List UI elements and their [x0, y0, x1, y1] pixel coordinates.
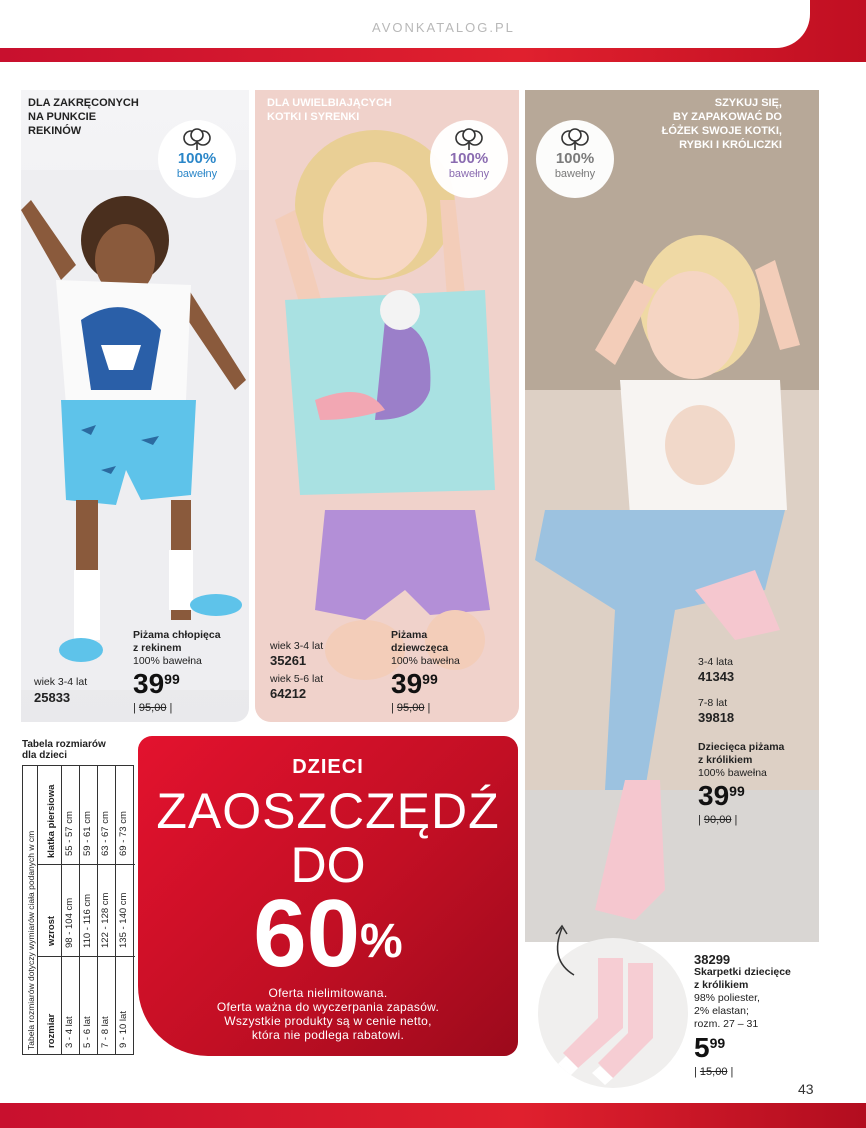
bunny-age: 3-4 lata	[698, 656, 734, 668]
promo-fine-print-line: Oferta ważna do wyczerpania zapasów.	[216, 1000, 440, 1014]
socks-price	[694, 1032, 725, 1064]
promo-banner	[138, 736, 518, 1056]
bunny-old-price: | 90,00 |	[698, 814, 738, 826]
badge-percent: 100%	[177, 150, 217, 167]
badge-word: bawełny	[554, 168, 596, 180]
shark-code: 25833	[34, 690, 71, 705]
cotton-badge	[536, 120, 614, 198]
old-price-value: 95,00	[138, 702, 167, 714]
cotton-icon	[454, 128, 484, 150]
header-bar	[0, 0, 866, 62]
shark-caption-line: DLA ZAKRĘCONYCH	[28, 97, 139, 109]
socks-material-line: 98% poliester,	[694, 992, 760, 1004]
promo-fine-print-line: Oferta nielimitowana.	[268, 986, 388, 1000]
bunny-name-line: z królikiem	[698, 754, 753, 766]
size-table-title-line: dla dzieci	[22, 750, 68, 761]
shark-caption-line: REKINÓW	[28, 125, 82, 137]
cotton-badge	[158, 120, 236, 198]
size-table-cell: 63 - 67 cm	[100, 811, 111, 856]
mermaid-age: wiek 3-4 lat	[270, 640, 324, 652]
size-table-title-line: Tabela rozmiarów	[22, 739, 106, 750]
socks-material-line: rozm. 27 – 31	[694, 1018, 759, 1030]
socks-name-line: z królikiem	[694, 979, 749, 991]
site-url: AVONKATALOG.PL	[372, 20, 515, 35]
size-table-cell: 135 - 140 cm	[118, 892, 129, 948]
price-main: 39	[698, 780, 730, 811]
price-cents: 99	[709, 1035, 726, 1051]
bunny-material: 100% bawełna	[698, 767, 767, 779]
mermaid-caption	[267, 96, 392, 124]
mermaid-price	[391, 668, 438, 700]
section-label: K 2 OUTLET	[646, 13, 766, 35]
cotton-icon	[560, 128, 590, 150]
cotton-icon	[182, 128, 212, 150]
bunny-code: 41343	[698, 669, 735, 684]
bunny-name	[698, 741, 784, 780]
shark-material: 100% bawełna	[133, 655, 202, 667]
promo-percent: %	[360, 915, 403, 968]
size-table-cell: 98 - 104 cm	[64, 897, 75, 948]
old-price-value: 15,00	[699, 1066, 728, 1078]
bunny-caption-line: RYBKI I KRÓLICZKI	[679, 139, 782, 151]
arrow-icon	[544, 920, 584, 980]
promo-fine-print-line: która nie podlega rabatowi.	[251, 1028, 405, 1042]
price-cents: 99	[422, 671, 438, 687]
promo-headline: DO	[290, 837, 366, 893]
page-number: 43	[798, 1081, 814, 1097]
size-table-cell: 9 - 10 lat	[118, 1011, 129, 1048]
size-table-cell: 59 - 61 cm	[82, 811, 93, 856]
cotton-badge	[430, 120, 508, 198]
promo-kicker: DZIECI	[292, 756, 364, 778]
size-table-cell: 7 - 8 lat	[100, 1016, 111, 1048]
mermaid-name-line: Piżama	[391, 629, 428, 641]
shark-age: wiek 3-4 lat	[34, 676, 88, 688]
socks-name	[694, 966, 791, 1031]
size-table-cell: 3 - 4 lat	[64, 1016, 75, 1048]
mermaid-material: 100% bawełna	[391, 655, 460, 667]
size-table-note: Tabela rozmiarów dotyczy wymiarów ciała podanych w cm	[26, 830, 36, 1050]
shark-name-line: Piżama chłopięca	[133, 629, 221, 641]
promo-number: 60	[253, 880, 361, 987]
footer-bar	[0, 1103, 866, 1128]
socks-code: 38299	[694, 952, 731, 967]
size-table-cell: 69 - 73 cm	[118, 811, 129, 856]
size-table-cell: 122 - 128 cm	[100, 892, 111, 948]
bunny-caption-line: BY ZAPAKOWAĆ DO	[673, 111, 782, 123]
mermaid-name-line: dziewczęca	[391, 642, 449, 654]
socks-old-price: | 15,00 |	[694, 1066, 734, 1078]
bunny-caption-line: SZYKUJ SIĘ,	[714, 97, 782, 109]
price-main: 5	[694, 1032, 710, 1063]
badge-word: bawełny	[448, 168, 490, 180]
bunny-price	[698, 780, 745, 812]
mermaid-name	[391, 629, 460, 668]
promo-fine-print	[138, 986, 518, 1042]
price-cents: 99	[729, 783, 745, 799]
mermaid-age: wiek 5-6 lat	[270, 673, 324, 685]
shark-name-line: z rekinem	[133, 642, 182, 654]
shark-old-price: | 95,00 |	[133, 702, 173, 714]
bunny-name-line: Dziecięca piżama	[698, 741, 785, 753]
promo-big-number	[138, 880, 518, 987]
mermaid-caption-line: KOTKI I SYRENKI	[267, 111, 360, 123]
shark-name	[133, 629, 221, 668]
size-table	[22, 765, 134, 1055]
price-cents: 99	[164, 671, 180, 687]
mermaid-code: 64212	[270, 686, 307, 701]
badge-word: bawełny	[176, 168, 218, 180]
size-table-cell: 55 - 57 cm	[64, 811, 75, 856]
old-price-value: 90,00	[703, 814, 732, 826]
badge-percent: 100%	[555, 150, 595, 167]
bunny-caption	[632, 96, 782, 152]
size-table-cell: 5 - 6 lat	[82, 1016, 93, 1048]
promo-headline: ZAOSZCZĘDŹ	[156, 783, 500, 839]
socks-name-line: Skarpetki dziecięce	[694, 966, 791, 978]
price-main: 39	[391, 668, 423, 699]
size-table-cell: 110 - 116 cm	[82, 893, 93, 948]
promo-fine-print-line: Wszystkie produkty są w cenie netto,	[224, 1014, 432, 1028]
socks-material-line: 2% elastan;	[694, 1005, 749, 1017]
badge-percent: 100%	[449, 150, 489, 167]
price-main: 39	[133, 668, 165, 699]
old-price-value: 95,00	[396, 702, 425, 714]
size-table-header: wzrost	[46, 915, 57, 946]
bunny-code: 39818	[698, 710, 735, 725]
mermaid-caption-line: DLA UWIELBIAJĄCYCH	[267, 97, 392, 109]
bunny-caption-line: ŁÓŻEK SWOJE KOTKI,	[661, 125, 782, 137]
mermaid-old-price: | 95,00 |	[391, 702, 431, 714]
mermaid-code: 35261	[270, 653, 307, 668]
size-table-header: rozmiar	[46, 1013, 57, 1048]
shark-price	[133, 668, 180, 700]
bunny-age: 7-8 lat	[698, 697, 728, 709]
shark-caption-line: NA PUNKCIE	[28, 111, 97, 123]
size-table-title	[22, 739, 106, 761]
shark-caption	[28, 96, 139, 138]
size-table-header: klatka piersiowa	[46, 784, 57, 858]
bunny-pajama-photo	[525, 90, 819, 942]
